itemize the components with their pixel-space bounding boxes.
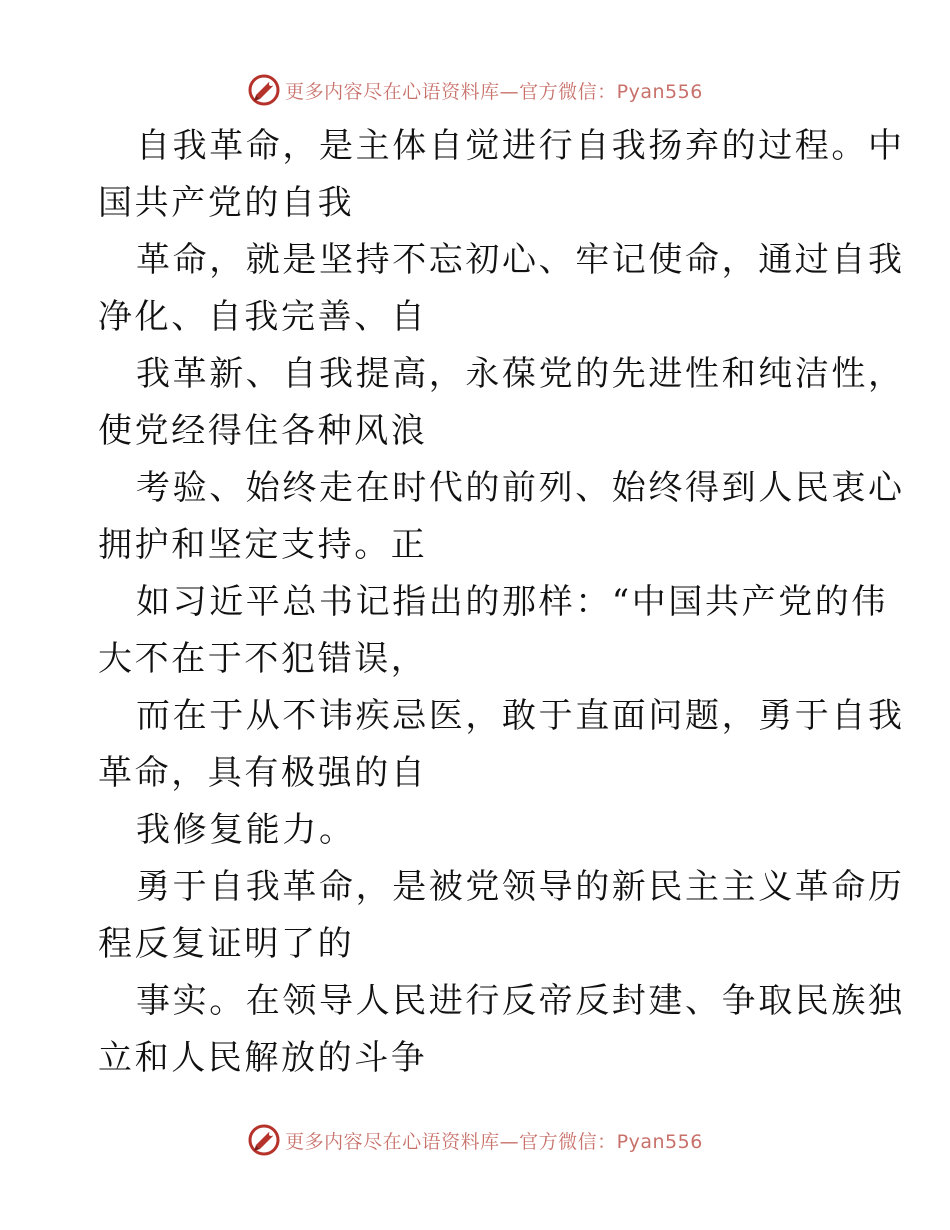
text-line: 考验、始终走在时代的前列、始终得到人民衷心	[136, 468, 905, 508]
paragraph-8	[98, 859, 905, 973]
paragraph-5	[98, 574, 888, 688]
text-line: 如习近平总书记指出的那样：“中国共产党的伟	[136, 582, 888, 622]
paragraph-3	[98, 346, 905, 460]
paragraph-4	[98, 460, 905, 574]
paragraph-7	[98, 802, 858, 859]
paragraph-2	[98, 232, 905, 346]
paragraph-6	[98, 688, 905, 802]
text-line: 革命，就是坚持不忘初心、牢记使命，通过自我	[136, 240, 905, 280]
text-line: 国共产党的自我	[98, 183, 355, 223]
watermark-text: 更多内容尽在心语资料库—官方微信：Pyan556	[285, 80, 703, 103]
header-watermark	[0, 70, 950, 110]
text-line: 自我革命，是主体自觉进行自我扬弃的过程。中	[136, 126, 905, 166]
logo-icon	[247, 73, 281, 107]
paragraph-1	[98, 118, 905, 232]
text-line: 勇于自我革命，是被党领导的新民主主义革命历	[136, 867, 905, 907]
text-line: 革命，具有极强的自	[98, 753, 428, 793]
text-line: 我革新、自我提高，永葆党的先进性和纯洁性，	[136, 354, 905, 394]
text-line: 我修复能力。	[136, 810, 356, 850]
paragraph-9	[98, 973, 905, 1087]
text-line: 程反复证明了的	[98, 924, 355, 964]
footer-watermark	[0, 1120, 950, 1160]
text-line: 拥护和坚定支持。正	[98, 525, 428, 565]
text-line: 大不在于不犯错误，	[98, 639, 428, 679]
text-line: 净化、自我完善、自	[98, 297, 428, 337]
document-body	[98, 118, 905, 1087]
logo-icon	[247, 1123, 281, 1157]
text-line: 使党经得住各种风浪	[98, 411, 428, 451]
text-line: 立和人民解放的斗争	[98, 1038, 428, 1078]
watermark-text: 更多内容尽在心语资料库—官方微信：Pyan556	[285, 1130, 703, 1153]
text-line: 事实。在领导人民进行反帝反封建、争取民族独	[136, 981, 905, 1021]
text-line: 而在于从不讳疾忌医，敢于直面问题，勇于自我	[136, 696, 905, 736]
